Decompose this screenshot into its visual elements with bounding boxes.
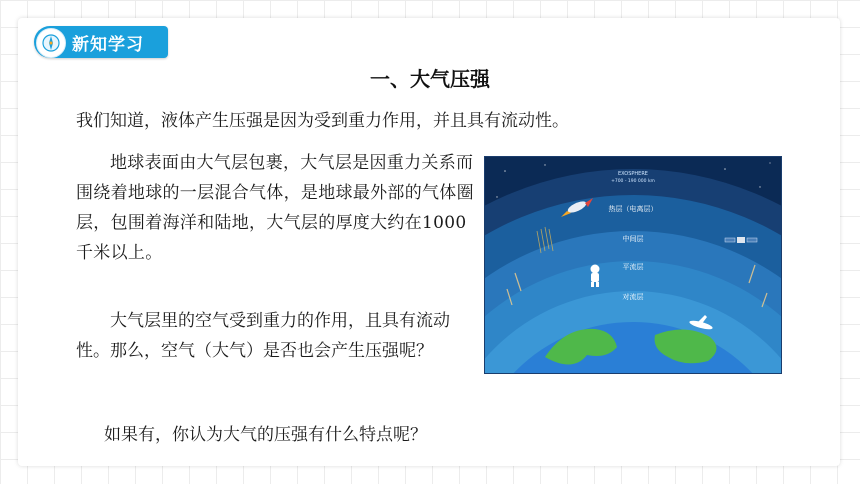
- label-thermosphere: 热层（电离层）: [608, 205, 658, 213]
- section-title: 一、大气压强: [370, 67, 490, 91]
- badge-label: 新知学习: [72, 35, 144, 55]
- paragraph-gravity: 大气层里的空气受到重力的作用，且具有流动性。那么，空气（大气）是否也会产生压强呢？: [76, 311, 450, 361]
- label-troposphere: 对流层: [622, 293, 644, 301]
- paragraph-question: 如果有，你认为大气的压强有什么特点呢？: [104, 425, 427, 445]
- paragraph-atmosphere: 地球表面由大气层包裹，大气层是因重力关系而围绕着地球的一层混合气体，是地球最外部的气体圈层，包围着海洋和陆地，大气层的厚度大约在1000千米以上。: [76, 153, 474, 263]
- compass-icon: [36, 28, 66, 58]
- label-stratosphere: 平流层: [622, 263, 644, 271]
- section-badge: [34, 26, 168, 58]
- satellite-icon: [725, 237, 757, 243]
- label-exosphere-range: +700 - 190 000 km: [611, 179, 655, 184]
- label-exosphere: EXOSPHERE: [618, 171, 648, 177]
- label-mesosphere: 中间层: [622, 235, 644, 243]
- atmosphere-diagram: [484, 156, 782, 374]
- paragraph-intro: 我们知道，液体产生压强是因为受到重力作用，并且具有流动性。: [76, 111, 569, 131]
- atmosphere-svg: [485, 157, 781, 373]
